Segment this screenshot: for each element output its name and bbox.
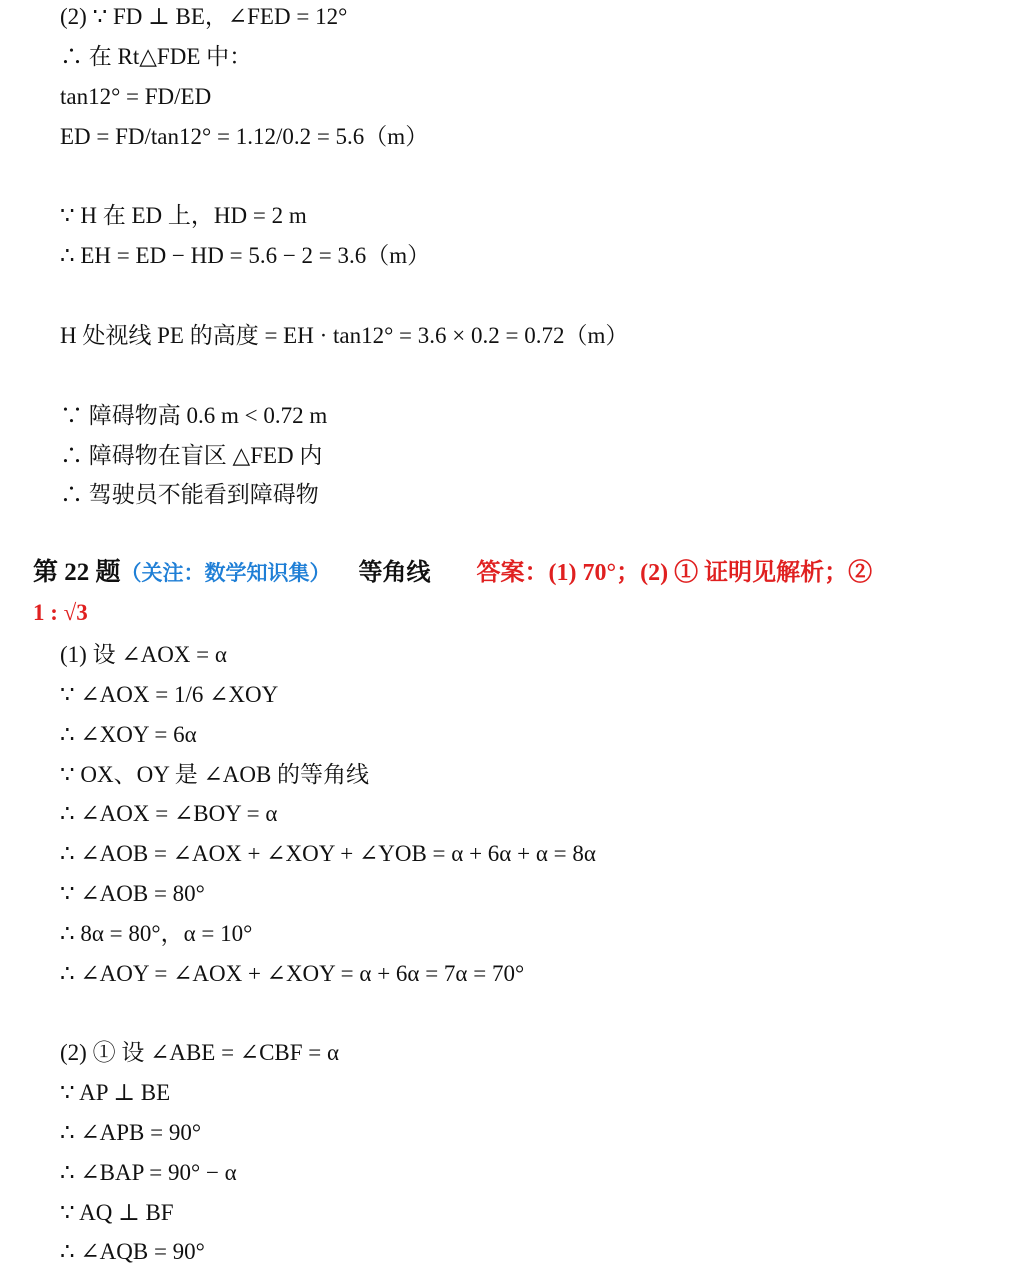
- question-topic: 等角线: [358, 560, 431, 586]
- solution-line: ∴ EH = ED − HD = 5.6 − 2 = 3.6（m）: [60, 243, 431, 268]
- solution-line: (2) ① 设 ∠ABE = ∠CBF = α: [60, 1040, 340, 1065]
- solution-line: ∵ 障碍物高 0.6 m < 0.72 m: [60, 403, 328, 428]
- solution-line: (2) ∵ FD ⊥ BE，∠FED = 12°: [60, 4, 348, 29]
- solution-line: tan12° = FD/ED: [60, 84, 212, 109]
- solution-line: ∴ ∠XOY = 6α: [60, 722, 197, 747]
- solution-line: ∴ 障碍物在盲区 △FED 内: [60, 443, 323, 468]
- solution-line: ∴ ∠AOX = ∠BOY = α: [60, 801, 278, 826]
- solution-line: ∵ OX、OY 是 ∠AOB 的等角线: [60, 762, 370, 787]
- solution-line: ∴ ∠APB = 90°: [60, 1120, 202, 1145]
- answer-text-continued: 1 : √3: [33, 600, 88, 625]
- solution-line: ∵ ∠AOX = 1/6 ∠XOY: [60, 682, 279, 707]
- solution-line: ∵ AQ ⊥ BF: [60, 1200, 174, 1225]
- solution-line: ∴ ∠AQB = 90°: [60, 1239, 205, 1264]
- solution-line: ∵ ∠AOB = 80°: [60, 881, 205, 906]
- question-heading: [33, 557, 872, 589]
- solution-line: ∵ H 在 ED 上，HD = 2 m: [60, 203, 307, 228]
- solution-line: ∴ ∠AOB = ∠AOX + ∠XOY + ∠YOB = α + 6α + α = 8α: [60, 841, 596, 866]
- solution-line: (1) 设 ∠AOX = α: [60, 642, 227, 667]
- solution-line: ∴ 在 Rt△FDE 中：: [60, 44, 253, 69]
- question-number: 第 22 题: [33, 559, 121, 586]
- solution-line: ∴ 驾驶员不能看到障碍物: [60, 482, 319, 507]
- solution-line: ∴ 8α = 80°，α = 10°: [60, 921, 253, 946]
- solution-line: ∴ ∠BAP = 90° − α: [60, 1160, 237, 1185]
- solution-line: ∴ ∠AOY = ∠AOX + ∠XOY = α + 6α = 7α = 70°: [60, 961, 525, 986]
- solution-line: H 处视线 PE 的高度 = EH · tan12° = 3.6 × 0.2 = 0.72（m）: [60, 323, 629, 348]
- solution-line: ED = FD/tan12° = 1.12/0.2 = 5.6（m）: [60, 124, 429, 149]
- answer-text: 答案：(1) 70°；(2) ① 证明见解析；②: [476, 560, 873, 586]
- question-note: （关注：数学知识集）: [120, 561, 331, 585]
- solution-line: ∵ AP ⊥ BE: [60, 1080, 171, 1105]
